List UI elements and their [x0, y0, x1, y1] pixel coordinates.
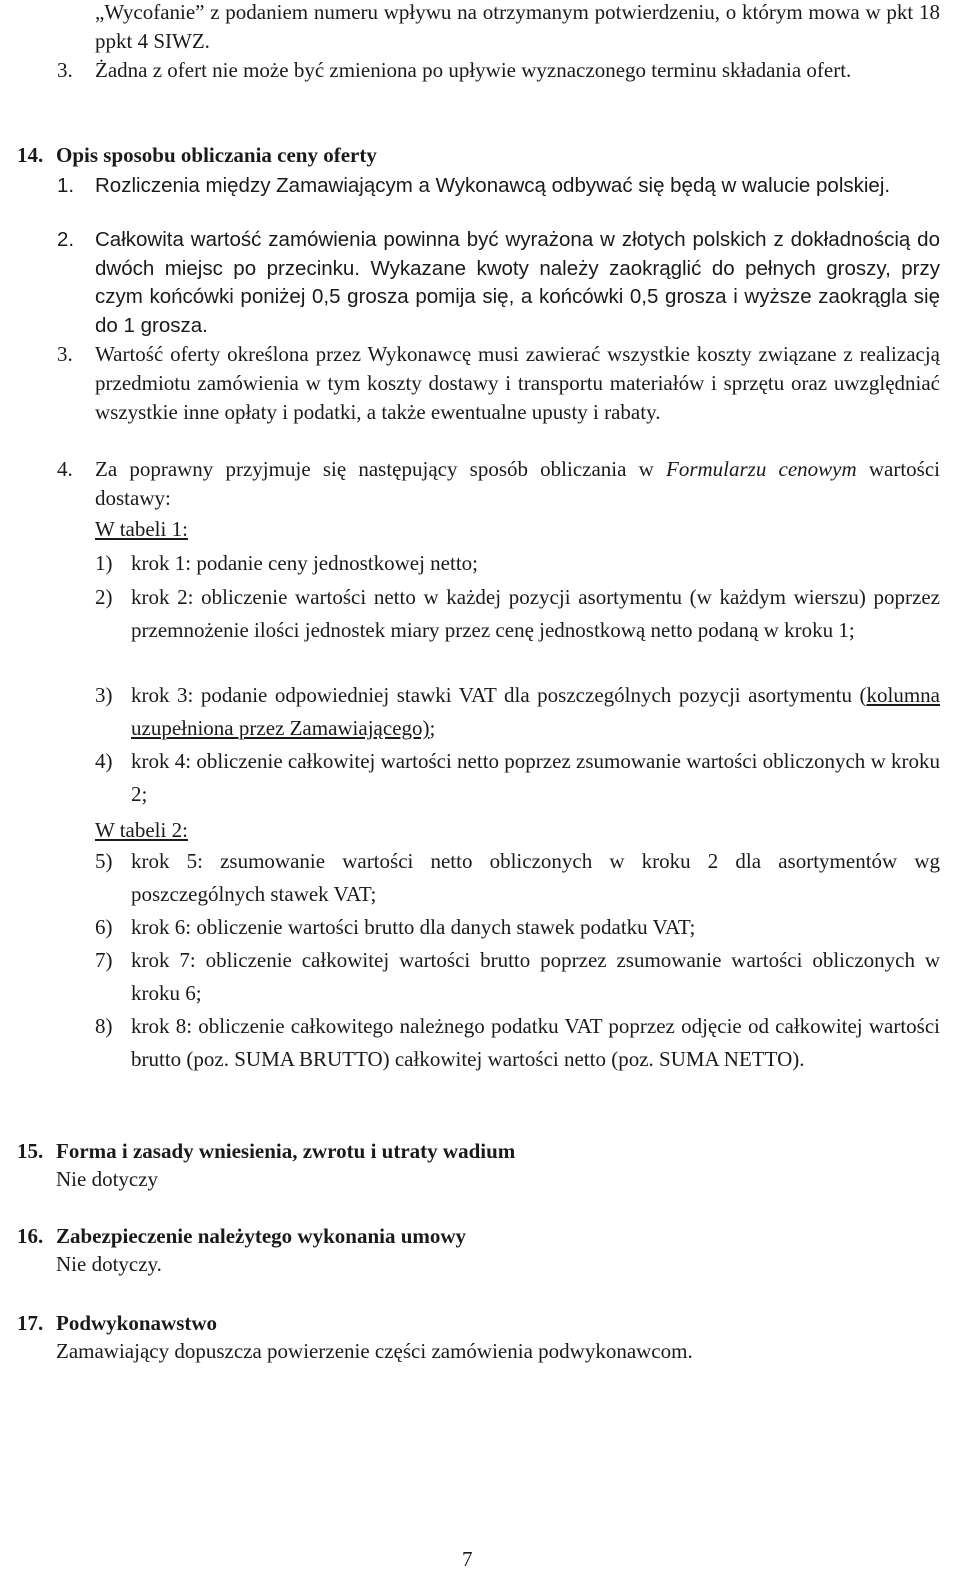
step-text: krok 2: obliczenie wartości netto w każdej pozycji asortymentu (w każdym wierszu) poprzez przemnożenie ilości jednostek miary przez cenę jednostkową netto podaną w kroku 1;: [131, 585, 940, 642]
form-name-italic: Formularzu cenowym: [666, 457, 857, 481]
section-body: Nie dotyczy: [56, 1167, 159, 1191]
section-title: Podwykonawstwo: [56, 1311, 218, 1335]
step-number: 5): [95, 849, 113, 873]
section-number: 14.: [17, 143, 44, 167]
list-text-part: wartości dostawy:: [95, 457, 940, 510]
section-title: Zabezpieczenie należytego wykonania umowy: [56, 1224, 467, 1248]
step-number: 8): [95, 1014, 113, 1038]
list-item-3-top: [57, 56, 940, 85]
step-number: 4): [95, 749, 113, 773]
step-text: krok 7: obliczenie całkowitej wartości brutto poprzez zsumowanie wartości obliczonych w kroku 6;: [131, 948, 940, 1005]
list-number: 3.: [57, 342, 73, 366]
step-number: 7): [95, 948, 113, 972]
step-text-underlined: kolumna uzupełniona przez Zamawiającego): [131, 683, 940, 740]
step-6: [95, 911, 940, 944]
section-body: Nie dotyczy.: [56, 1252, 162, 1276]
step-text: krok 4: obliczenie całkowitej wartości netto poprzez zsumowanie wartości obliczonych w kroku 2;: [131, 749, 940, 806]
list-text: Całkowita wartość zamówienia powinna być wyrażona w złotych polskich z dokładnością do dwóch miejsc po przecinku. Wykazane kwoty należy zaokrąglić do pełnych groszy, przy czym końcówki poniżej 0,5 grosza pomija się, a końcówki 0,5 grosza i wyższe zaokrągla się do 1 grosza.: [95, 228, 940, 337]
section-body: Zamawiający dopuszcza powierzenie części zamówienia podwykonawcom.: [56, 1339, 693, 1363]
step-text: krok 1: podanie ceny jednostkowej netto;: [131, 551, 479, 575]
step-2: [95, 581, 940, 647]
list-number: 2.: [57, 228, 75, 251]
section-number: 17.: [17, 1311, 44, 1335]
section-title: Opis sposobu obliczania ceny oferty: [56, 143, 377, 167]
list-text: Rozliczenia między Zamawiającym a Wykonawcą odbywać się będą w walucie polskiej.: [95, 174, 891, 197]
list-number: 3.: [57, 58, 73, 82]
continuation-text: „Wycofanie” z podaniem numeru wpływu na otrzymanym potwierdzeniu, o którym mowa w pkt 18 ppkt 4 SIWZ.: [95, 0, 940, 53]
list-text: Wartość oferty określona przez Wykonawcę musi zawierać wszystkie koszty związane z realizacją przedmiotu zamówienia w tym koszty dostawy i transportu materiałów i sprzętu oraz uwzględniać wszystkie inne opłaty i podatki, a także ewentualne upusty i rabaty.: [95, 342, 940, 424]
section-number: 15.: [17, 1139, 44, 1163]
section-14-item-2: [57, 226, 940, 340]
step-number: 6): [95, 915, 113, 939]
step-7: [95, 944, 940, 1010]
section-number: 16.: [17, 1224, 44, 1248]
step-text: krok 3: podanie odpowiedniej stawki VAT dla poszczególnych pozycji asortymentu (: [131, 683, 867, 707]
step-text: krok 8: obliczenie całkowitego należnego podatku VAT poprzez odjęcie od całkowitej wartości brutto (poz. SUMA BRUTTO) całkowitej wartości netto (poz. SUMA NETTO).: [131, 1014, 940, 1071]
list-number: 1.: [57, 174, 75, 197]
step-4: [95, 745, 940, 811]
table-1-heading: W tabeli 1:: [95, 517, 188, 541]
step-1: [95, 547, 940, 580]
section-14-item-4: [57, 455, 940, 513]
table-2-heading: W tabeli 2:: [95, 818, 188, 842]
list-number: 4.: [57, 457, 73, 481]
step-number: 3): [95, 683, 113, 707]
section-14-item-1: [57, 171, 940, 200]
list-text-part: Za poprawny przyjmuje się następujący sposób obliczania w: [95, 457, 666, 481]
step-3: [95, 679, 940, 745]
step-5: [95, 845, 940, 911]
step-text: krok 5: zsumowanie wartości netto obliczonych w kroku 2 dla asortymentów wg poszczególnych stawek VAT;: [131, 849, 940, 906]
section-title: Forma i zasady wniesienia, zwrotu i utraty wadium: [56, 1139, 516, 1163]
step-8: [95, 1010, 940, 1076]
step-number: 1): [95, 551, 113, 575]
page-number: 7: [462, 1547, 473, 1571]
list-text: Żadna z ofert nie może być zmieniona po upływie wyznaczonego terminu składania ofert.: [95, 58, 852, 82]
step-number: 2): [95, 585, 113, 609]
step-text: krok 6: obliczenie wartości brutto dla danych stawek podatku VAT;: [131, 915, 696, 939]
step-text: ;: [429, 716, 436, 740]
continuation-paragraph: [95, 0, 940, 56]
section-14-item-3: [57, 340, 940, 427]
